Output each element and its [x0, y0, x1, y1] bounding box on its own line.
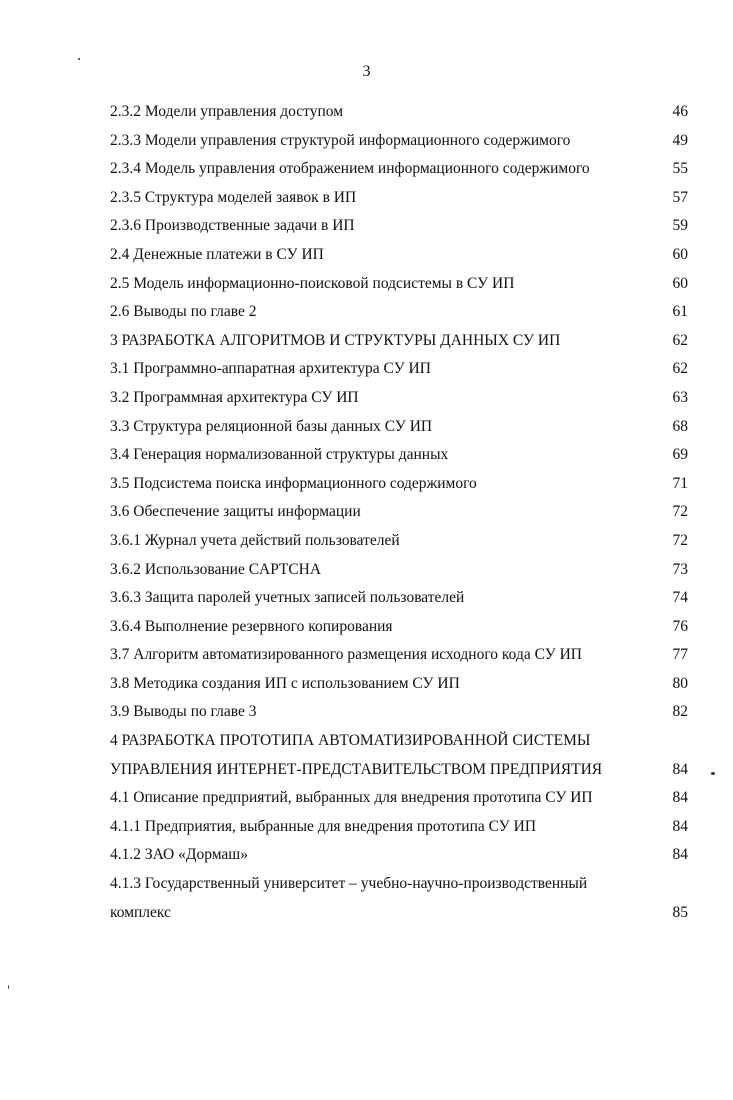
toc-entry-title: 4.1.1 Предприятия, выбранные для внедрения прототипа СУ ИП — [110, 817, 537, 835]
toc-entry — [110, 613, 688, 642]
toc-entry — [110, 670, 688, 699]
toc-entry — [110, 641, 688, 670]
toc-entry-chapter-4-line-1 — [110, 727, 688, 756]
toc-entry-title: 3.6.3 Защита паролей учетных записей пользователей — [110, 589, 465, 607]
toc-entry-last-line-1 — [110, 870, 688, 899]
toc-entry — [110, 698, 688, 727]
toc-entry — [110, 527, 688, 556]
toc-entry-title: 2.5 Модель информационно-поисковой подсистемы в СУ ИП — [110, 274, 515, 292]
toc-entry-title: 3.6.2 Использование CAPTCHA — [110, 560, 322, 578]
toc-entry — [110, 841, 688, 870]
toc-entry — [110, 784, 688, 813]
toc-entry-page: 80 — [672, 674, 688, 692]
page-number: 3 — [362, 63, 371, 80]
toc-entry-title: 4.1.2 ЗАО «Дормаш» — [110, 846, 248, 864]
toc-entry — [110, 584, 688, 613]
toc-entry-title: 3.3 Структура реляционной базы данных СУ ИП — [110, 417, 433, 435]
toc-entry-page: 84 — [672, 817, 688, 835]
toc-entry-page: 62 — [672, 331, 688, 349]
toc-entry-page: 71 — [672, 474, 688, 492]
toc-entry-title: 3.5 Подсистема поиска информационного содержимого — [110, 474, 477, 492]
toc-entry-title: 2.6 Выводы по главе 2 — [110, 303, 257, 321]
toc-entry-last-line-2 — [110, 899, 688, 928]
toc-entry-page: 55 — [672, 160, 688, 178]
toc-entry-page: 74 — [672, 589, 688, 607]
toc-entry-page: 63 — [672, 388, 688, 406]
toc-entry-page: 60 — [672, 245, 688, 263]
toc-entry-page: 84 — [672, 846, 688, 864]
scan-speck — [78, 58, 80, 60]
toc-entry-page: 72 — [672, 503, 688, 521]
toc-entry-page: 84 — [672, 760, 688, 778]
toc-entry-title: 2.3.2 Модели управления доступом — [110, 103, 344, 120]
toc-entry-page: 61 — [672, 303, 688, 321]
toc-entry — [110, 127, 688, 156]
toc-entry — [110, 498, 688, 527]
toc-entry-title: 3.7 Алгоритм автоматизированного размещения исходного кода СУ ИП — [110, 646, 582, 664]
toc-entry-page: 46 — [672, 103, 688, 120]
toc-entry-title: 3.8 Методика создания ИП с использованием СУ ИП — [110, 674, 460, 692]
toc-entry — [110, 298, 688, 327]
toc-entry-title: 4.1.3 Государственный университет – учебно-научно-производственный — [110, 875, 588, 893]
toc-entry-page: 59 — [672, 217, 688, 235]
toc-entry-title: 3.9 Выводы по главе 3 — [110, 703, 257, 721]
toc-entry-page: 72 — [672, 531, 688, 549]
toc-entry-page: 84 — [672, 789, 688, 807]
toc-entry — [110, 98, 688, 127]
toc-entry-title: 2.3.3 Модели управления структурой информационного содержимого — [110, 131, 571, 149]
scan-speck — [711, 772, 715, 775]
toc-entry-title: 2.3.4 Модель управления отображением информационного содержимого — [110, 160, 590, 178]
toc-entry — [110, 270, 688, 299]
toc-entry — [110, 556, 688, 585]
toc-entry-title: УПРАВЛЕНИЯ ИНТЕРНЕТ-ПРЕДСТАВИТЕЛЬСТВОМ ПРЕДПРИЯТИЯ — [110, 760, 603, 778]
toc-entry-page: 60 — [672, 274, 688, 292]
toc-entry-title: 3.6 Обеспечение защиты информации — [110, 503, 361, 521]
toc-entry — [110, 355, 688, 384]
toc-entry — [110, 241, 688, 270]
toc-entry-title: 3.6.1 Журнал учета действий пользователей — [110, 531, 400, 549]
toc-entry-title: комплекс — [110, 903, 171, 921]
toc-entry-page: 85 — [672, 903, 688, 921]
toc-entry — [110, 441, 688, 470]
toc-entry-page: 76 — [672, 617, 688, 635]
toc-entry-title: 3.4 Генерация нормализованной структуры данных — [110, 446, 449, 464]
toc-entry — [110, 384, 688, 413]
scan-speck — [8, 985, 9, 989]
toc-entry-title: 4 РАЗРАБОТКА ПРОТОТИПА АВТОМАТИЗИРОВАННОЙ СИСТЕМЫ — [110, 732, 591, 750]
toc-entry-page: 62 — [672, 360, 688, 378]
toc-entry-page: 82 — [672, 703, 688, 721]
toc-entry-title: 3.1 Программно-аппаратная архитектура СУ ИП — [110, 360, 431, 378]
toc-entry — [110, 327, 688, 356]
toc-entry-page: 57 — [672, 188, 688, 206]
toc-entry — [110, 212, 688, 241]
toc-entry — [110, 470, 688, 499]
toc-entry-chapter-4-line-2 — [110, 756, 688, 785]
toc-entry-page: 73 — [672, 560, 688, 578]
toc-entry — [110, 184, 688, 213]
toc-entry-page: 69 — [672, 446, 688, 464]
toc-entry — [110, 813, 688, 842]
toc-entry-page: 77 — [672, 646, 688, 664]
toc-entry-title: 3.6.4 Выполнение резервного копирования — [110, 617, 393, 635]
toc-entry-title: 3 РАЗРАБОТКА АЛГОРИТМОВ И СТРУКТУРЫ ДАННЫХ СУ ИП — [110, 331, 561, 349]
toc-entry — [110, 413, 688, 442]
toc-entry-title: 2.3.6 Производственные задачи в ИП — [110, 217, 355, 235]
toc-entry-title: 4.1 Описание предприятий, выбранных для внедрения прототипа СУ ИП — [110, 789, 593, 807]
toc-entry-title: 3.2 Программная архитектура СУ ИП — [110, 388, 359, 406]
toc-entry — [110, 155, 688, 184]
toc-entry-title: 2.3.5 Структура моделей заявок в ИП — [110, 188, 357, 206]
toc-entry-title: 2.4 Денежные платежи в СУ ИП — [110, 245, 324, 263]
toc-entry-page: 49 — [672, 131, 688, 149]
toc-entry-page: 68 — [672, 417, 688, 435]
table-of-contents — [110, 98, 688, 927]
